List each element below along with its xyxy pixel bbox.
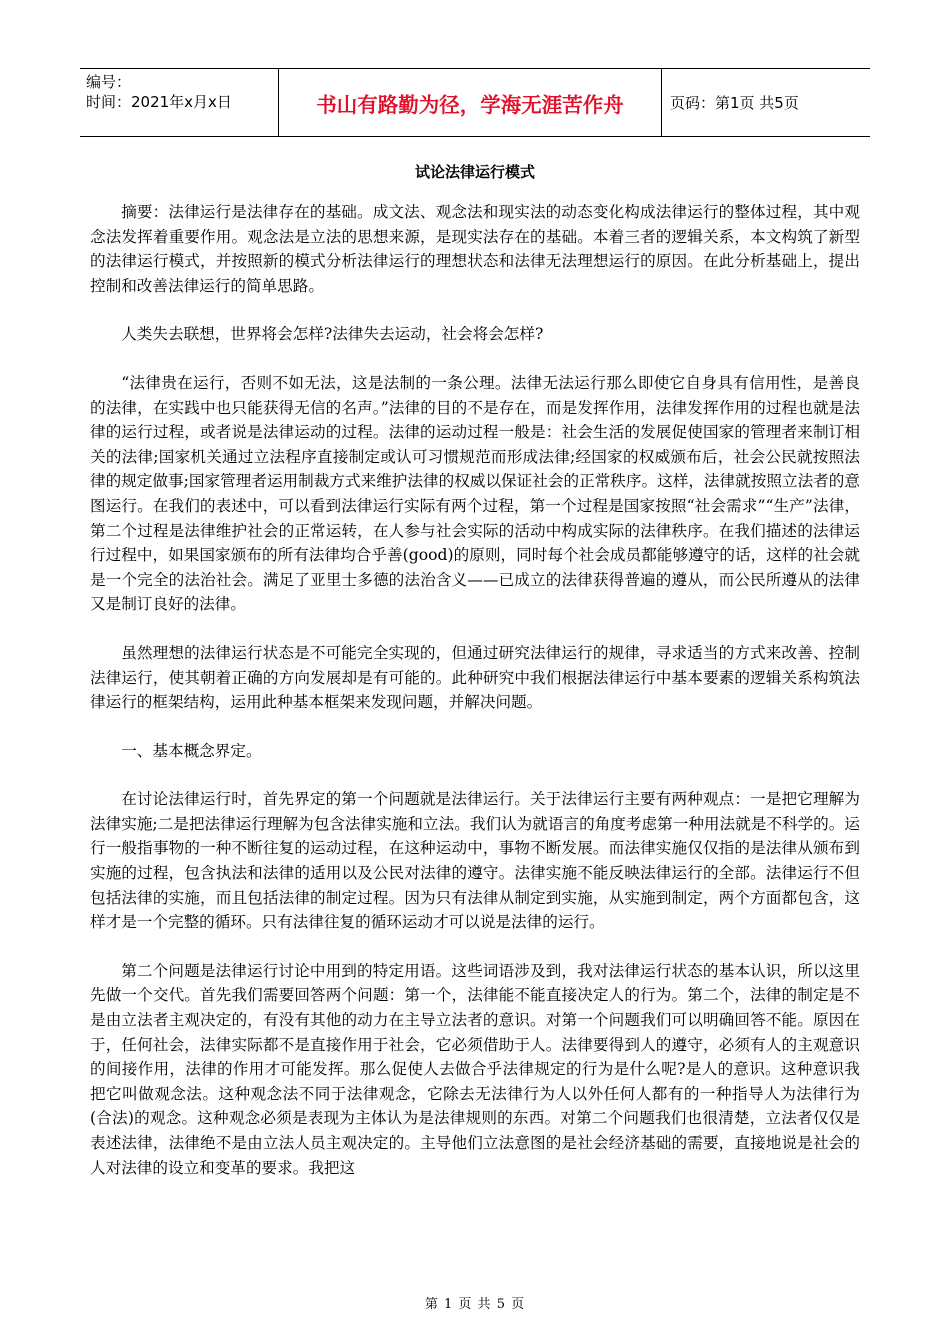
page-footer: 第 1 页 共 5 页 (424, 1297, 526, 1312)
body-paragraph: 在讨论法律运行时，首先界定的第一个问题就是法律运行。关于法律运行主要有两种观点：一是把它理解为法律实施;二是把法律运行理解为包含法律实施和立法。我们认为就语言的角度考虑第一种用法就是不科学的。运行一般指事物的一种不断往复的运动过程，在这种运动中，事物不断发展。而法律实施仅仅指的是法律从颁布到实施的过程，包含执法和法律的适用以及公民对法律的遵守。法律实施不能反映法律运行的全部。法律运行不但包括法律的实施，而且包括法律的制定过程。因为只有法律从制定到实施，从实施到制定，两个方面都包含，这样才是一个完整的循环。只有法律往复的循环运动才可以说是法律的运行。 (90, 790, 860, 932)
body-paragraph: 人类失去联想，世界将会怎样?法律失去运动，社会将会怎样? (121, 325, 544, 344)
document-header (80, 68, 870, 137)
document-title: 试论法律运行模式 (414, 163, 535, 181)
date-label: 时间：2021年x月x日 (86, 93, 232, 111)
document-body (90, 200, 860, 1180)
body-paragraph: 虽然理想的法律运行状态是不可能完全实现的，但通过研究法律运行的规律，寻求适当的方式来改善、控制法律运行，使其朝着正确的方向发展却是有可能的。此种研究中我们根据法律运行中基本要素的逻辑关系构筑法律运行的框架结构，运用此种基本框架来发现问题，并解决问题。 (90, 643, 860, 712)
abstract-paragraph: 摘要：法律运行是法律存在的基础。成文法、观念法和现实法的动态变化构成法律运行的整体过程，其中观念法发挥着重要作用。观念法是立法的思想来源，是现实法存在的基础。本着三者的逻辑关系，本文构筑了新型的法律运行模式，并按照新的模式分析法律运行的理想状态和法律无法理想运行的原因。在此分析基础上，提出控制和改善法律运行的简单思路。 (90, 203, 860, 295)
header-motto: 书山有路勤为径，学海无涯苦作舟 (278, 69, 662, 136)
header-left-cell (86, 72, 274, 112)
body-paragraph: “法律贵在运行，否则不如无法，这是法制的一条公理。法律无法运行那么即使它自身具有信用性，是善良的法律，在实践中也只能获得无信的名声。”法律的目的不是存在，而是发挥作用，法律发挥作用的过程也就是法律的运行过程，或者说是法律运动的过程。法律的运动过程一般是：社会生活的发展促使国家的管理者来制订相关的法律;国家机关通过立法程序直接制定或认可习惯规范而形成法律;经国家的权威颁布后，社会公民就按照法律的规定做事;国家管理者运用制裁方式来维护法律的权威以保证社会的正常秩序。这样，法律就按照立法者的意图运行。在我们的表述中，可以看到法律运行实际有两个过程，第一个过程是国家按照“社会需求”“生产”法律，第二个过程是法律维护社会的正常运转，在人参与社会实际的活动中构成实际的法律秩序。在我们描述的法律运行过程中，如果国家颁布的所有法律均合乎善(good)的原则，同时每个社会成员都能够遵守的话，这样的社会就是一个完全的法治社会。满足了亚里士多德的法治含义——已成立的法律获得普遍的遵从，而公民所遵从的法律又是制订良好的法律。 (90, 373, 860, 614)
serial-number-label: 编号： (86, 73, 132, 91)
section-heading: 一、基本概念界定。 (121, 741, 262, 760)
body-paragraph: 第二个问题是法律运行讨论中用到的特定用语。这些词语涉及到，我对法律运行状态的基本认识，所以这里先做一个交代。首先我们需要回答两个问题：第一个，法律能不能直接决定人的行为。第二个，法律的制定是不是由立法者主观决定的，有没有其他的动力在主导立法者的意识。对第一个问题我们可以明确回答不能。原因在于，任何社会，法律实际都不是直接作用于社会，它必须借助于人。法律要得到人的遵守，必须有人的主观意识的间接作用，法律的作用才可能发挥。那么促使人去做合乎法律规定的行为是什么呢?是人的意识。这种意识我把它叫做观念法。这种观念法不同于法律观念，它除去无法律行为人以外任何人都有的一种指导人为法律行为(合法)的观念。这种观念必须是表现为主体认为是法律规则的东西。对第二个问题我们也很清楚，立法者仅仅是表述法律，法律绝不是由立法人员主观决定的。主导他们立法意图的是社会经济基础的需要，直接地说是社会的人对法律的设立和变革的要求。我把这 (90, 961, 860, 1177)
header-page-info: 页码：第1页 共5页 (670, 94, 799, 112)
